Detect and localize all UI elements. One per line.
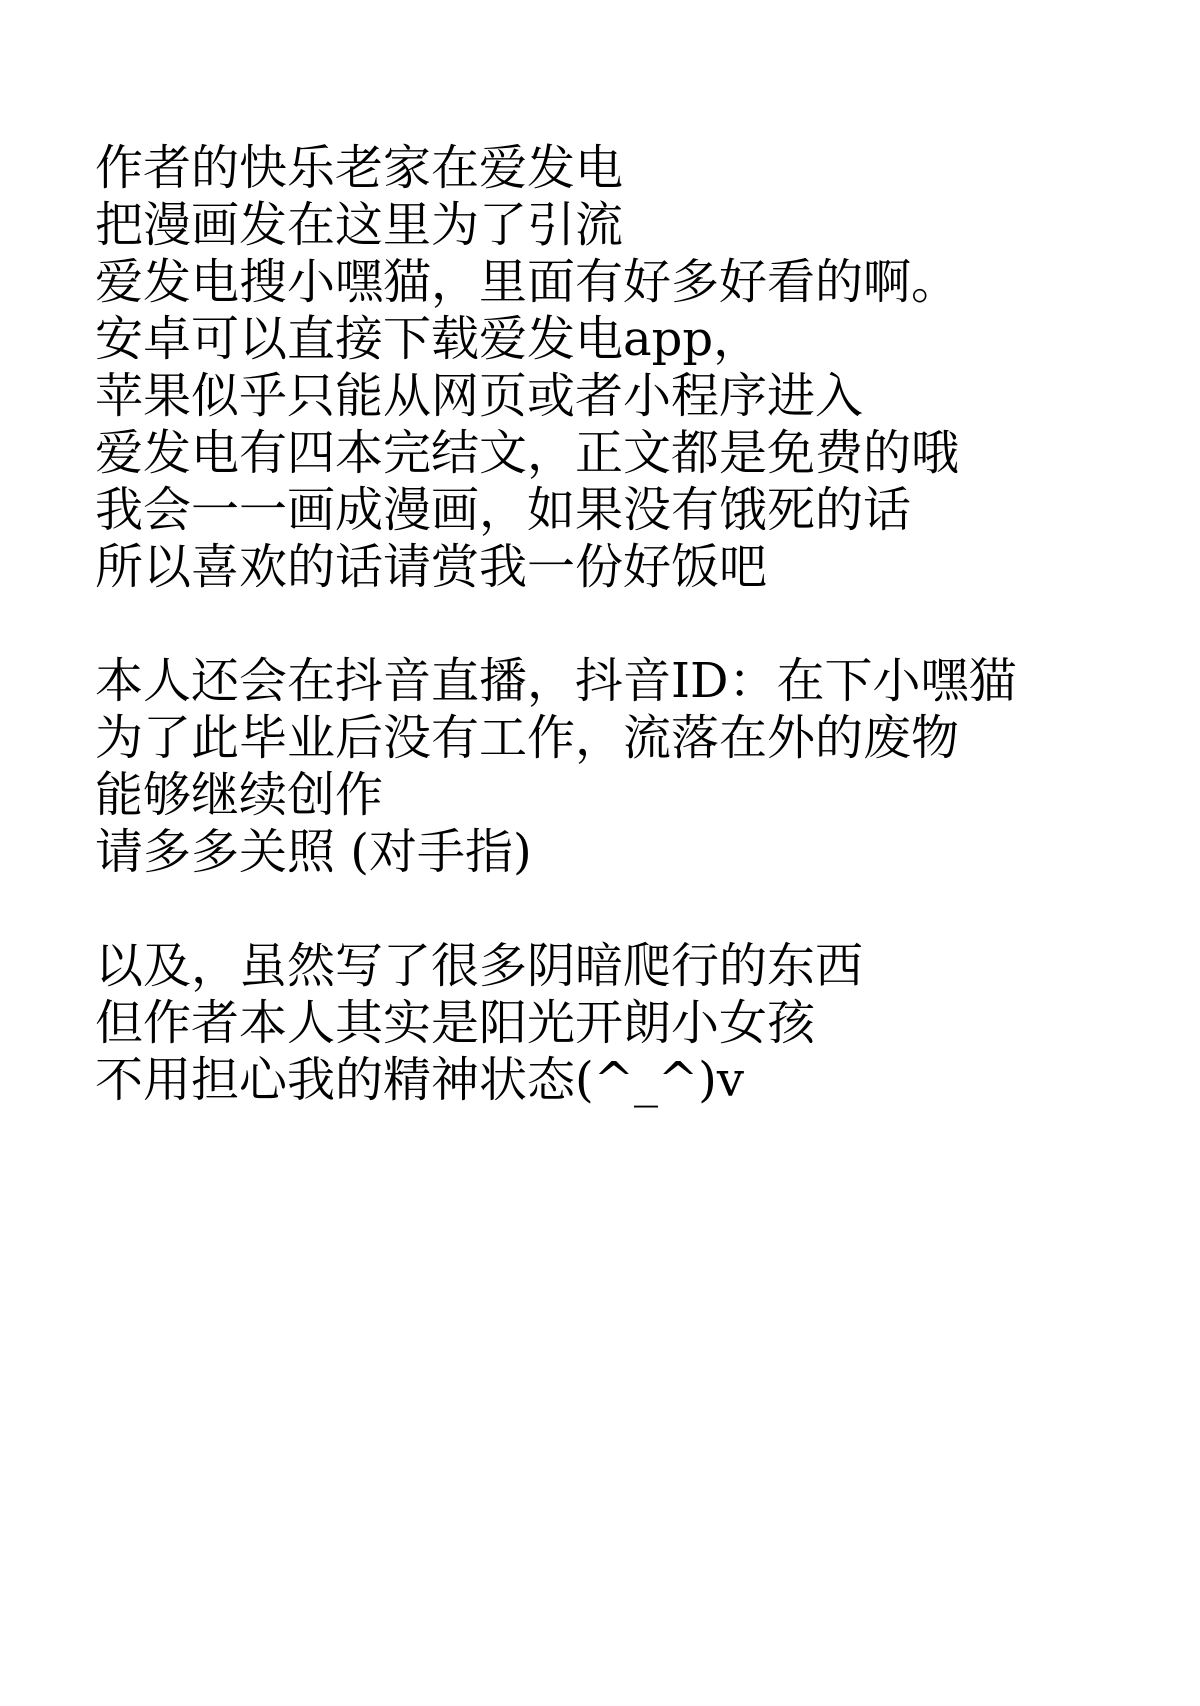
text-line: 本人还会在抖音直播，抖音ID：在下小嘿猫 — [95, 653, 1017, 709]
text-line: 所以喜欢的话请赏我一份好饭吧 — [95, 539, 768, 595]
text-line: 请多多关照 (对手指) — [95, 824, 532, 880]
paragraph — [95, 653, 1016, 881]
paragraph — [95, 140, 1016, 596]
text-line: 把漫画发在这里为了引流 — [95, 197, 624, 253]
text-line: 但作者本人其实是阳光开朗小女孩 — [95, 995, 816, 1051]
text-line: 为了此毕业后没有工作，流落在外的废物 — [95, 710, 960, 766]
author-note-text — [95, 140, 1016, 1109]
text-line: 爱发电有四本完结文，正文都是免费的哦 — [95, 425, 960, 481]
text-line: 安卓可以直接下载爱发电app， — [95, 311, 762, 367]
text-line: 能够继续创作 — [95, 767, 384, 823]
text-line: 我会一一画成漫画，如果没有饿死的话 — [95, 482, 912, 538]
text-line: 以及，虽然写了很多阴暗爬行的东西 — [95, 938, 864, 994]
text-line: 作者的快乐老家在爱发电 — [95, 140, 624, 196]
text-line: 爱发电搜小嘿猫，里面有好多好看的啊。 — [95, 254, 960, 310]
paragraph — [95, 938, 1016, 1109]
text-line: 苹果似乎只能从网页或者小程序进入 — [95, 368, 864, 424]
text-line: 不用担心我的精神状态(^_^)v — [95, 1052, 745, 1108]
